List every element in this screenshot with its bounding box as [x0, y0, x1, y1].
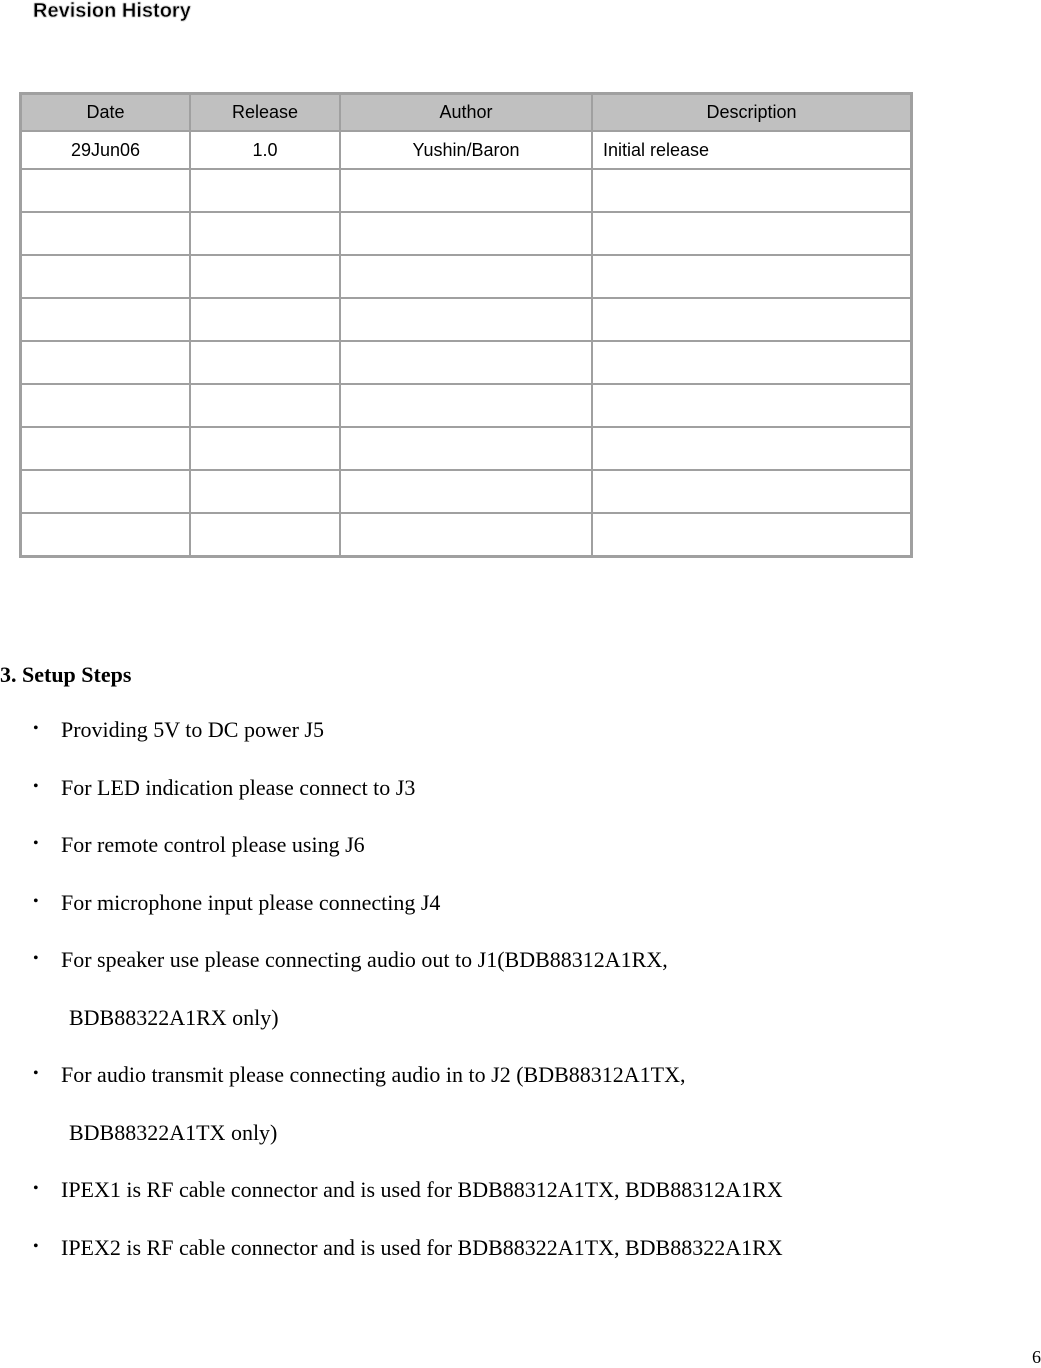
table-row-empty [21, 513, 912, 557]
bullet: • [33, 720, 39, 737]
table-row-empty [21, 298, 912, 341]
cell-date: 29Jun06 [21, 131, 191, 169]
table-header-row [21, 94, 912, 132]
list-item [0, 773, 1000, 831]
step-text: IPEX1 is RF cable connector and is used for BDB88312A1TX, BDB88312A1RX [61, 1177, 783, 1202]
table-cell-empty [592, 341, 912, 384]
table-cell-empty [340, 255, 592, 298]
header-release: Release [190, 94, 340, 132]
table-row-empty [21, 255, 912, 298]
bullet: • [33, 1180, 39, 1197]
table-cell-empty [592, 470, 912, 513]
step-text: For speaker use please connecting audio out to J1(BDB88312A1RX, [61, 947, 668, 972]
bullet: • [33, 777, 39, 795]
table-cell-empty [21, 427, 191, 470]
table-cell-empty [190, 384, 340, 427]
table-cell-empty [21, 341, 191, 384]
table-cell-empty [340, 470, 592, 513]
table-cell-empty [340, 298, 592, 341]
step-text: For LED indication please connect to J3 [61, 774, 416, 800]
table-cell-empty [21, 298, 191, 341]
table-cell-empty [340, 169, 592, 212]
table-cell-empty [21, 384, 191, 427]
table-row-empty [21, 384, 912, 427]
revision-history-title: Revision History [33, 0, 191, 22]
table-cell-empty [21, 212, 191, 255]
bullet: • [33, 835, 39, 852]
table-cell-empty [190, 513, 340, 557]
cell-author: Yushin/Baron [340, 131, 592, 169]
table-cell-empty [592, 427, 912, 470]
header-description: Description [592, 94, 912, 132]
cell-description: Initial release [592, 131, 912, 169]
list-item-continuation [0, 1118, 1000, 1176]
cell-release: 1.0 [190, 131, 340, 169]
header-date: Date [21, 94, 191, 132]
step-text: BDB88322A1TX only) [69, 1119, 278, 1145]
table-row-empty [21, 470, 912, 513]
table-cell-empty [21, 255, 191, 298]
table-cell-empty [592, 513, 912, 557]
bullet: • [33, 1237, 39, 1255]
table-cell-empty [190, 169, 340, 212]
list-item [0, 1060, 1000, 1118]
step-text: BDB88322A1RX only) [69, 1004, 279, 1030]
bullet: • [33, 950, 39, 967]
revision-table [19, 92, 913, 558]
list-item [0, 945, 1000, 1003]
table-row-empty [21, 427, 912, 470]
page-number: 6 [1032, 1347, 1041, 1367]
list-item [0, 715, 1000, 773]
step-text: Providing 5V to DC power J5 [61, 717, 324, 742]
table-cell-empty [592, 212, 912, 255]
step-text: For microphone input please connecting J4 [61, 889, 441, 915]
step-text: For remote control please using J6 [61, 832, 365, 857]
bullet: • [33, 892, 39, 910]
table-cell-empty [340, 427, 592, 470]
table-cell-empty [592, 255, 912, 298]
table-cell-empty [190, 298, 340, 341]
header-author: Author [340, 94, 592, 132]
table-row-empty [21, 169, 912, 212]
table-cell-empty [190, 212, 340, 255]
table-cell-empty [21, 513, 191, 557]
table-cell-empty [190, 341, 340, 384]
table-row-empty [21, 341, 912, 384]
table-cell-empty [190, 470, 340, 513]
list-item [0, 830, 1000, 888]
table-cell-empty [340, 212, 592, 255]
step-text: IPEX2 is RF cable connector and is used for BDB88322A1TX, BDB88322A1RX [61, 1234, 783, 1260]
table-cell-empty [592, 169, 912, 212]
list-item [0, 1233, 1000, 1291]
table-cell-empty [592, 298, 912, 341]
table-cell-empty [190, 255, 340, 298]
list-item [0, 1175, 1000, 1233]
list-item [0, 888, 1000, 946]
setup-steps-list [0, 715, 1000, 1290]
table-cell-empty [340, 384, 592, 427]
table-cell-empty [190, 427, 340, 470]
bullet: • [33, 1065, 39, 1082]
table-cell-empty [21, 169, 191, 212]
table-row-empty [21, 212, 912, 255]
table-cell-empty [340, 513, 592, 557]
table-cell-empty [340, 341, 592, 384]
section-title: 3. Setup Steps [0, 662, 132, 687]
step-text: For audio transmit please connecting audio in to J2 (BDB88312A1TX, [61, 1062, 686, 1087]
list-item-continuation [0, 1003, 1000, 1061]
table-cell-empty [592, 384, 912, 427]
table-row [21, 131, 912, 169]
table-cell-empty [21, 470, 191, 513]
